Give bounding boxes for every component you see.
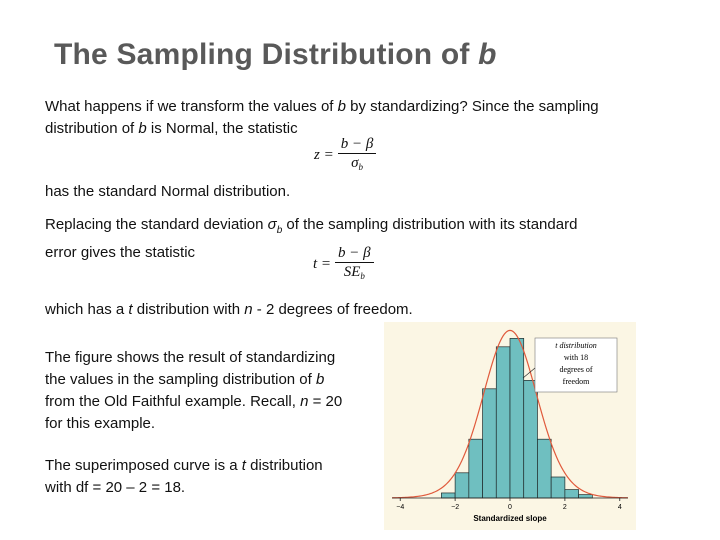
histogram-bar: [510, 338, 524, 498]
formula-z: [314, 136, 376, 175]
histogram-figure: [384, 322, 636, 530]
paragraph-figure-description: The figure shows the result of standardizing the values in the sampling distribution of b from the Old Faithful example. Recall, n = 20 for this example.: [45, 349, 343, 432]
paragraph-t-distribution: which has a t distribution with n - 2 degrees of freedom.: [45, 301, 413, 318]
formula-t: [313, 245, 374, 284]
histogram-bar: [579, 495, 593, 498]
legend-line-4: freedom: [562, 377, 590, 386]
legend-line-3: degrees of: [559, 365, 593, 374]
paragraph-standard-error: Replacing the standard deviation $\sigma_b$ of the sampling distribution with its standard error gives the statistic: [45, 216, 578, 261]
x-tick-label: 4: [617, 504, 622, 511]
histogram-bar: [483, 389, 497, 498]
histogram-bar: [537, 439, 551, 498]
legend-box: [523, 338, 617, 392]
histogram-chart: [384, 322, 636, 530]
histogram-bar: [524, 380, 538, 498]
formula-t-lhs: t =: [313, 256, 332, 272]
paragraph-superimposed-curve: The superimposed curve is a t distribution with df = 20 – 2 = 18.: [45, 457, 323, 496]
x-tick-label: −4: [396, 504, 405, 511]
x-axis-ticks: [396, 498, 622, 511]
x-tick-label: 0: [508, 504, 512, 511]
histogram-bar: [496, 347, 510, 498]
histogram-bar: [565, 490, 579, 498]
x-tick-label: 2: [562, 504, 567, 511]
formula-z-numerator: b − β: [338, 136, 377, 154]
formula-t-numerator: b − β: [335, 245, 374, 263]
formula-t-denominator: $SE_b$: [343, 264, 365, 281]
legend-line-2: with 18: [563, 353, 589, 362]
paragraph-standardizing: What happens if we transform the values of b by standardizing? Since the sampling distribution of b is Normal, the statistic: [45, 98, 599, 137]
paragraph-standard-normal: has the standard Normal distribution.: [45, 183, 291, 200]
histogram-bar: [455, 473, 469, 498]
histogram-bar: [551, 477, 565, 498]
x-axis-title: Standardized slope: [473, 514, 547, 523]
formula-z-lhs: z =: [314, 147, 334, 163]
slide-title: The Sampling Distribution of b: [54, 38, 497, 71]
formula-z-denominator: $\sigma_b$: [351, 155, 363, 172]
histogram-bar: [469, 439, 483, 498]
legend-line-1: t distribution: [555, 341, 597, 350]
histogram-bar: [441, 493, 455, 498]
x-tick-label: −2: [451, 504, 460, 511]
